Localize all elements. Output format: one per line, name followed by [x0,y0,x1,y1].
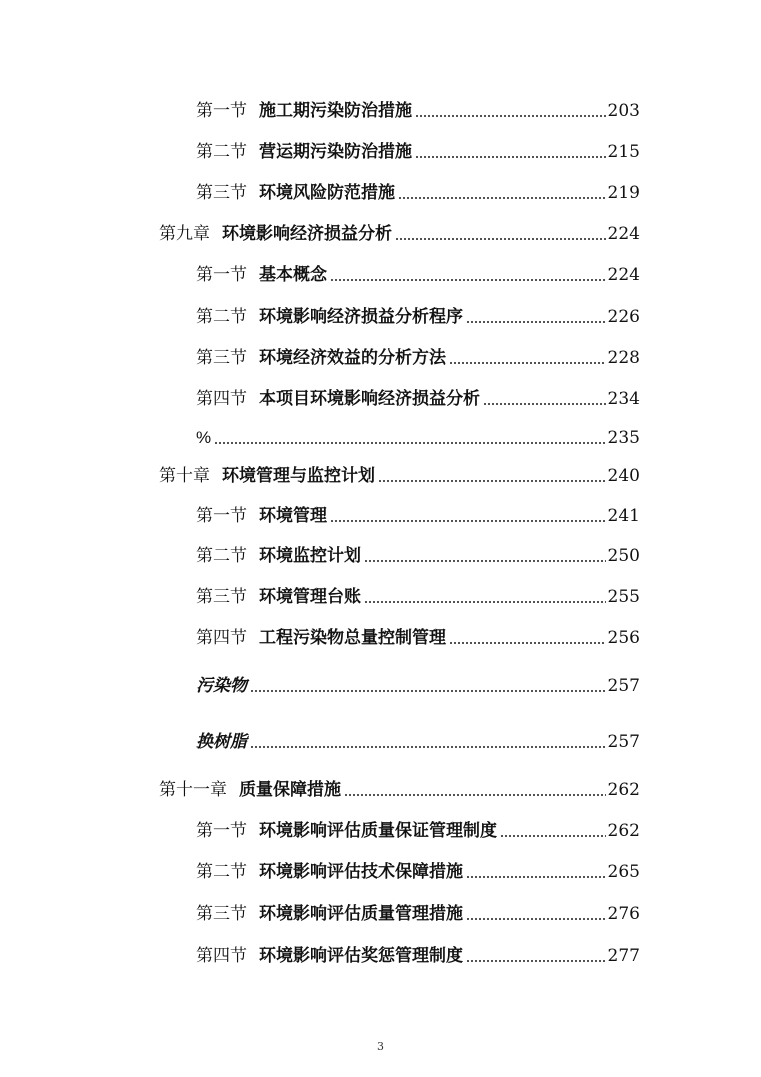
toc-entry-label: 第一节 [196,265,247,285]
toc-entry [196,667,640,697]
toc-entry-label: 第四节 [196,946,247,966]
toc-entry-page: 241 [607,506,640,526]
toc-entry-page: 255 [607,587,640,607]
dot-leader [483,403,606,405]
dot-leader [466,918,606,920]
toc-entry-page: 256 [607,628,640,648]
toc-entry-page: 262 [607,821,640,841]
toc-chapter-entry [159,771,640,801]
toc-entry-title: 环境管理台账 [259,587,361,607]
toc-entry-label: 第四节 [196,389,247,409]
dot-leader [500,835,606,837]
dot-leader [449,362,606,364]
toc-entry-page: 235 [607,428,640,448]
toc-entry-title: 环境管理与监控计划 [222,466,375,486]
toc-entry-label: 第十章 [159,466,210,486]
toc-entry-title: 环境影响评估质量保证管理制度 [259,821,497,841]
toc-entry-title: % [196,428,212,447]
toc-entry-page: 257 [607,676,640,696]
toc-entry-title: 基本概念 [259,265,327,285]
dot-leader [364,560,606,562]
toc-entry [196,339,640,369]
toc-entry-title: 环境经济效益的分析方法 [259,348,446,368]
dot-leader [330,520,606,522]
toc-entry-page: 262 [607,780,640,800]
toc-entry-title: 换树脂 [196,732,247,752]
dot-leader [214,442,605,444]
toc-entry-page: 276 [607,904,640,924]
toc-entry [196,380,640,410]
toc-entry-label: 第四节 [196,628,247,648]
toc-entry-label: 第二节 [196,142,247,162]
toc-chapter-entry [159,215,640,245]
dot-leader [398,197,606,199]
toc-entry [196,419,640,449]
toc-entry-label: 第二节 [196,546,247,566]
toc-entry-page: 224 [607,224,640,244]
toc-entry-page: 265 [607,862,640,882]
dot-leader [395,238,606,240]
toc-entry-label: 第三节 [196,587,247,607]
page-number: 3 [377,1040,384,1053]
toc-entry-page: 257 [607,732,640,752]
toc-entry-title: 环境管理 [259,506,327,526]
toc-entry-title: 营运期污染防治措施 [259,142,412,162]
toc-entry-label: 第三节 [196,348,247,368]
toc-entry-title: 环境影响经济损益分析程序 [259,307,463,327]
toc-entry-label: 第九章 [159,224,210,244]
dot-leader [466,876,606,878]
toc-entry-page: 203 [607,101,640,121]
toc-entry-title: 本项目环境影响经济损益分析 [259,389,480,409]
toc-entry [196,723,640,753]
toc-entry-title: 环境风险防范措施 [259,183,395,203]
dot-leader [250,746,606,748]
dot-leader [330,279,606,281]
toc-entry [196,497,640,527]
toc-entry-label: 第十一章 [159,780,227,800]
toc-entry [196,937,640,967]
toc-entry-title: 环境监控计划 [259,546,361,566]
toc-entry-label: 第三节 [196,904,247,924]
toc-entry [196,174,640,204]
toc-entry [196,298,640,328]
toc-entry [196,812,640,842]
dot-leader [466,321,606,323]
dot-leader [415,115,606,117]
dot-leader [364,601,606,603]
toc-entry-title: 污染物 [196,676,247,696]
toc-entry-page: 219 [607,183,640,203]
toc-entry-label: 第二节 [196,307,247,327]
toc-entry-page: 215 [607,142,640,162]
toc-entry-page: 224 [607,265,640,285]
toc-entry [196,619,640,649]
toc-entry [196,256,640,286]
toc-entry-label: 第三节 [196,183,247,203]
toc-entry [196,92,640,122]
toc-entry-title: 环境影响评估技术保障措施 [259,862,463,882]
dot-leader [449,642,606,644]
toc-entry-page: 277 [607,946,640,966]
toc-entry-page: 250 [607,546,640,566]
toc-entry-title: 质量保障措施 [239,780,341,800]
dot-leader [250,690,606,692]
toc-entry [196,133,640,163]
toc-entry [196,537,640,567]
toc-entry [196,895,640,925]
toc-chapter-entry [159,457,640,487]
toc-entry-title: 环境影响评估质量管理措施 [259,904,463,924]
toc-entry-label: 第二节 [196,862,247,882]
toc-entry-page: 240 [607,466,640,486]
toc-entry-page: 228 [607,348,640,368]
dot-leader [466,960,606,962]
dot-leader [344,794,606,796]
toc-entry [196,578,640,608]
toc-entry-label: 第一节 [196,821,247,841]
toc-entry-title: 施工期污染防治措施 [259,101,412,121]
toc-entry-label: 第一节 [196,101,247,121]
dot-leader [378,480,606,482]
toc-entry-page: 226 [607,307,640,327]
toc-entry-label: 第一节 [196,506,247,526]
dot-leader [415,156,606,158]
toc-entry-title: 环境影响经济损益分析 [222,224,392,244]
toc-entry-title: 环境影响评估奖惩管理制度 [259,946,463,966]
toc-entry [196,853,640,883]
toc-entry-page: 234 [607,389,640,409]
toc-entry-title: 工程污染物总量控制管理 [259,628,446,648]
